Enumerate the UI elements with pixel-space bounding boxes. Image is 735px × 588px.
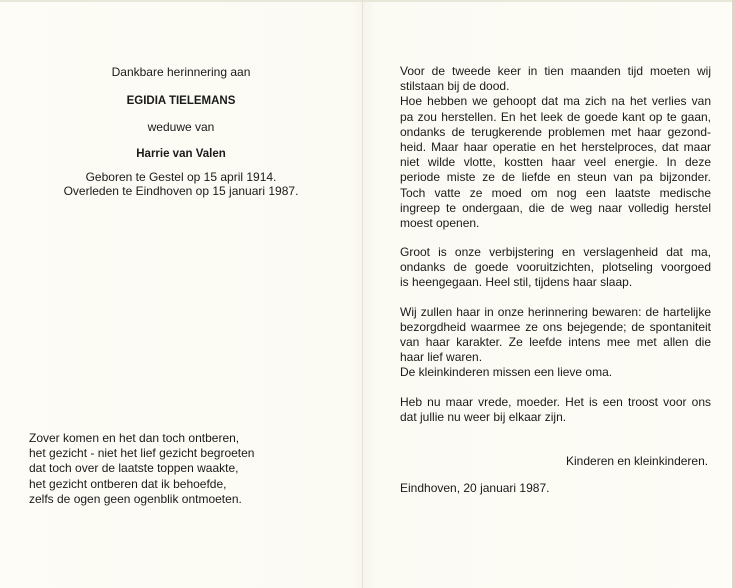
paragraph-3 (400, 305, 711, 381)
birth-line: Geboren te Gestel op 15 april 1914. (85, 170, 277, 184)
spouse-name: Harrie van Valen (136, 148, 226, 160)
text-line: ingreep te ondergaan, die de weg naar volledig herstel (400, 200, 711, 215)
text-line: ondanks de goede vooruitzichten, plotseling voorgoed (400, 260, 711, 275)
place-date: Eindhoven, 20 januari 1987. (400, 481, 550, 495)
text-line: periode miste ze de liefde en steun van pa bijzonder. (400, 170, 711, 185)
text-line: De kleinkinderen missen een lieve oma. (400, 365, 613, 380)
text-line: stilstaan bij de dood. (400, 79, 510, 94)
text-line: Groot is onze verbijstering en verslagenheid dat ma, (400, 245, 711, 260)
poem-line: het gezicht ontberen dat ik behoefde, (29, 476, 227, 491)
text-line: Toch vatte ze moed om nog een laatste medische (400, 185, 711, 200)
poem-line: Zover komen en het dan toch ontberen, (29, 431, 240, 445)
death-line: Overleden te Eindhoven op 15 januari 1987. (63, 184, 299, 198)
text-line: haar lief waren. (400, 350, 483, 365)
poem-line: het gezicht - niet het lief gezicht begroeten (29, 446, 255, 461)
relation-line: weduwe van (147, 120, 215, 134)
paragraph-gap (400, 231, 711, 245)
poem (29, 431, 254, 507)
text-line: moest openen. (400, 215, 480, 230)
paragraph-4 (400, 395, 711, 425)
text-line: heid. Maar haar operatie en het herstelproces, dat maar (400, 139, 711, 154)
eulogy-text (400, 64, 711, 425)
poem-line: zelfs de ogen geen ogenblik ontmoeten. (29, 491, 242, 506)
deceased-name: EGIDIA TIELEMANS (126, 95, 236, 107)
text-line: Wij zullen haar in onze herinnering bewaren: de hartelijke (400, 304, 711, 319)
text-line: Hoe hebben we gehoopt dat ma zich na het verlies van (400, 94, 711, 109)
poem-line: dat toch over de laatste toppen waakte, (29, 461, 239, 476)
text-line: van haar karakter. Ze leefde intens mee met allen die (400, 335, 711, 349)
text-line: Heb nu maar vrede, moeder. Het is een troost voor ons (400, 394, 711, 409)
text-line: pa zou herstellen. En het leek de goede kant op te gaan, (400, 109, 711, 124)
text-line: ondanks de terugkerende problemen met haar gezond- (400, 124, 711, 139)
text-line: is heengegaan. Heel stil, tijdens haar slaap. (400, 275, 633, 290)
text-line: bezorgdheid waarmee ze ons bejegende; de spontaniteit (400, 319, 711, 334)
signature: Kinderen en kleinkinderen. (566, 454, 709, 468)
intro-line: Dankbare herinnering aan (111, 65, 251, 79)
text-line: dat jullie nu weer bij elkaar zijn. (400, 409, 567, 424)
left-panel (0, 0, 362, 588)
text-line: Voor de tweede keer in tien maanden tijd moeten wij (400, 64, 711, 78)
paragraph-1 (400, 64, 711, 231)
text-line: niet wilde vlotte, kostten haar veel energie. In deze (400, 155, 711, 170)
paragraph-gap (400, 381, 711, 395)
paragraph-2 (400, 245, 711, 291)
paragraph-gap (400, 291, 711, 305)
card-fold-line (362, 0, 363, 588)
